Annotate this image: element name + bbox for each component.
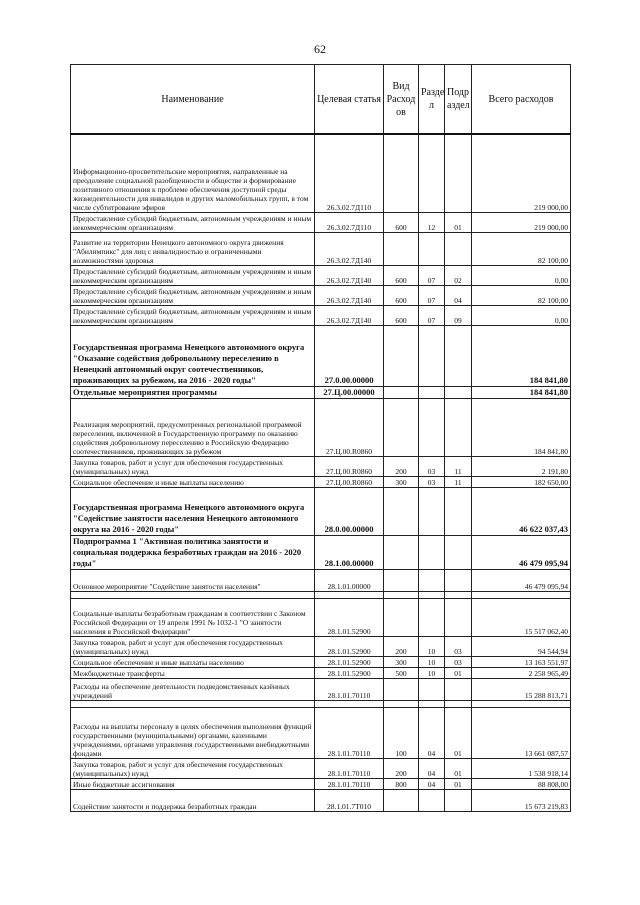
row-name: Социальное обеспечение и иные выплаты населению (71, 476, 315, 487)
row-code (315, 700, 384, 707)
table-row (71, 212, 571, 232)
table-row (71, 386, 571, 398)
row-name: Предоставление субсидий бюджетным, автономным учреждениям и иным некоммерческим организациям (71, 305, 315, 325)
header-section: Разде л (419, 65, 445, 135)
row-section: 12 (419, 212, 445, 232)
table-row (71, 325, 571, 386)
table-row (71, 265, 571, 285)
row-total: 182 650,00 (472, 476, 571, 487)
row-section (419, 232, 445, 265)
row-subsection (445, 569, 472, 591)
row-expense-type: 800 (384, 778, 419, 789)
row-total: 13 163 551,97 (472, 656, 571, 667)
row-section (419, 386, 445, 398)
row-code: 28.1.01.52900 (315, 636, 384, 656)
row-subsection: 02 (445, 265, 472, 285)
table-row (71, 758, 571, 778)
row-code: 27.Ц.00.R0860 (315, 476, 384, 487)
row-expense-type: 600 (384, 285, 419, 305)
row-subsection: 11 (445, 456, 472, 476)
row-code: 26.3.02.7Д140 (315, 265, 384, 285)
row-total: 46 479 095,94 (472, 535, 571, 569)
row-section: 03 (419, 456, 445, 476)
row-subsection: 03 (445, 656, 472, 667)
row-section: 04 (419, 778, 445, 789)
table-row (71, 398, 571, 456)
table-row (71, 569, 571, 591)
row-expense-type (384, 134, 419, 212)
row-subsection (445, 325, 472, 386)
row-name: Предоставление субсидий бюджетным, автономным учреждениям и иным некоммерческим организациям (71, 265, 315, 285)
row-subsection: 11 (445, 476, 472, 487)
row-total (472, 591, 571, 598)
table-header-row (71, 65, 571, 135)
row-total: 219 000,00 (472, 134, 571, 212)
row-total (472, 700, 571, 707)
row-name: Государственная программа Ненецкого автономного округа "Оказание содействия добровольному переселению в Ненецкий автономный округ соотечественников, проживающих за рубежом, на 2016 - 2020 годы" (71, 325, 315, 386)
table-row (71, 305, 571, 325)
row-section (419, 569, 445, 591)
row-total: 46 622 037,43 (472, 487, 571, 535)
row-expense-type: 300 (384, 656, 419, 667)
row-total: 82 100,00 (472, 232, 571, 265)
row-expense-type (384, 700, 419, 707)
row-total: 13 661 087,57 (472, 707, 571, 758)
row-code (315, 591, 384, 598)
header-total: Всего расходов (472, 65, 571, 135)
row-section (419, 487, 445, 535)
row-section (419, 398, 445, 456)
table-row (71, 667, 571, 678)
row-total: 46 479 095,94 (472, 569, 571, 591)
row-name: Развитие на территории Ненецкого автономного округа движения "Абилимпикс" для лиц с инвалидностью и ограниченными возможностями здоровья (71, 232, 315, 265)
row-section: 07 (419, 305, 445, 325)
row-subsection: 01 (445, 758, 472, 778)
row-subsection (445, 598, 472, 636)
row-section: 04 (419, 758, 445, 778)
row-name: Расходы на обеспечение деятельности подведомственных казённых учреждений (71, 678, 315, 700)
row-expense-type (384, 678, 419, 700)
row-code: 28.1.01.52900 (315, 598, 384, 636)
row-name: Государственная программа Ненецкого автономного округа "Содействие занятости населения Ненецкого автономного округа на 2016 - 2020 годы" (71, 487, 315, 535)
row-code: 28.1.01.52900 (315, 667, 384, 678)
row-code: 26.3.02.7Д140 (315, 305, 384, 325)
row-subsection (445, 134, 472, 212)
row-section: 04 (419, 707, 445, 758)
row-subsection: 03 (445, 636, 472, 656)
row-code: 28.1.01.00000 (315, 569, 384, 591)
row-section (419, 325, 445, 386)
row-section: 07 (419, 265, 445, 285)
row-code: 28.1.01.70110 (315, 758, 384, 778)
row-name: Межбюджетные трансферты (71, 667, 315, 678)
row-expense-type: 300 (384, 476, 419, 487)
row-code: 28.1.00.00000 (315, 535, 384, 569)
row-total: 94 544,94 (472, 636, 571, 656)
table-row (71, 678, 571, 700)
row-section (419, 535, 445, 569)
row-expense-type (384, 591, 419, 598)
row-name: Иные бюджетные ассигнования (71, 778, 315, 789)
row-expense-type (384, 386, 419, 398)
row-code: 28.1.01.52900 (315, 656, 384, 667)
row-section (419, 591, 445, 598)
row-subsection: 01 (445, 212, 472, 232)
header-name: Наименование (71, 65, 315, 135)
table-row (71, 636, 571, 656)
row-expense-type (384, 535, 419, 569)
row-name: Социальное обеспечение и иные выплаты населению (71, 656, 315, 667)
row-code: 26.3.02.7Д140 (315, 285, 384, 305)
row-subsection (445, 789, 472, 811)
row-name: Содействие занятости и поддержка безработных граждан (71, 789, 315, 811)
table-row (71, 591, 571, 598)
row-name: Подпрограмма 1 "Активная политика занятости и социальная поддержка безработных граждан на 2016 - 2020 годы" (71, 535, 315, 569)
row-code: 26.3.02.7Д140 (315, 232, 384, 265)
row-subsection: 01 (445, 707, 472, 758)
row-section: 03 (419, 476, 445, 487)
row-total: 15 288 813,71 (472, 678, 571, 700)
row-name: Закупка товаров, работ и услуг для обеспечения государственных (муниципальных) нужд (71, 456, 315, 476)
row-total: 0,00 (472, 305, 571, 325)
row-name: Социальные выплаты безработным гражданам в соответствии с Законом Российской Федерации от 19 апреля 1991 № 1032-1 "О занятости населения в Российской Федерации" (71, 598, 315, 636)
row-subsection (445, 591, 472, 598)
row-section (419, 700, 445, 707)
row-expense-type (384, 232, 419, 265)
row-code: 28.1.01.70110 (315, 707, 384, 758)
row-name: Отдельные мероприятия программы (71, 386, 315, 398)
row-subsection (445, 386, 472, 398)
row-name: Предоставление субсидий бюджетным, автономным учреждениям и иным некоммерческим организациям (71, 212, 315, 232)
row-subsection: 04 (445, 285, 472, 305)
page-number: 62 (314, 42, 326, 56)
row-total: 88 808,00 (472, 778, 571, 789)
table-row (71, 789, 571, 811)
row-expense-type (384, 487, 419, 535)
table-row (71, 778, 571, 789)
row-name: Расходы на выплаты персоналу в целях обеспечения выполнения функций государственными (муниципальными) органами, казенными учреждениями, органами управления государственными внебюджетными фондами (71, 707, 315, 758)
row-expense-type (384, 398, 419, 456)
row-total: 1 538 918,14 (472, 758, 571, 778)
row-subsection: 01 (445, 778, 472, 789)
row-expense-type: 100 (384, 707, 419, 758)
row-expense-type (384, 789, 419, 811)
header-expense-type: Вид Расход ов (384, 65, 419, 135)
row-section (419, 134, 445, 212)
row-expense-type (384, 569, 419, 591)
table-row (71, 134, 571, 212)
row-subsection (445, 232, 472, 265)
row-name: Закупка товаров, работ и услуг для обеспечения государственных (муниципальных) нужд (71, 636, 315, 656)
row-expense-type (384, 325, 419, 386)
table-row (71, 487, 571, 535)
row-expense-type: 200 (384, 636, 419, 656)
header-code: Целевая статья (315, 65, 384, 135)
row-name: Основное мероприятие "Содействие занятости населения" (71, 569, 315, 591)
row-name: Предоставление субсидий бюджетным, автономным учреждениям и иным некоммерческим организациям (71, 285, 315, 305)
row-code: 26.3.02.7Д110 (315, 212, 384, 232)
table-row (71, 456, 571, 476)
row-total: 184 841,80 (472, 398, 571, 456)
row-subsection: 01 (445, 667, 472, 678)
row-section: 10 (419, 656, 445, 667)
row-code: 27.Ц.00.R0860 (315, 456, 384, 476)
row-code: 28.0.00.00000 (315, 487, 384, 535)
row-expense-type (384, 598, 419, 636)
row-expense-type: 200 (384, 758, 419, 778)
row-subsection (445, 700, 472, 707)
row-name: Информационно-просветительские мероприятия, направленные на преодоление социальной разобщенности в обществе и формирование позитивного отношения к проблеме обеспечения доступной среды жизнедеятельности для инвалидов и других маломобильных групп, в том числе субтитрование эфиров (71, 134, 315, 212)
table-row (71, 476, 571, 487)
row-code: 28.1.01.70110 (315, 678, 384, 700)
row-expense-type: 500 (384, 667, 419, 678)
table-row (71, 700, 571, 707)
row-section (419, 678, 445, 700)
row-total: 2 258 965,49 (472, 667, 571, 678)
table-row (71, 232, 571, 265)
row-total: 184 841,80 (472, 386, 571, 398)
row-subsection (445, 398, 472, 456)
row-total: 0,00 (472, 265, 571, 285)
row-subsection: 09 (445, 305, 472, 325)
row-name (71, 591, 315, 598)
table-row (71, 707, 571, 758)
row-total: 15 517 062,40 (472, 598, 571, 636)
header-subsection: Подр аздел (445, 65, 472, 135)
row-code: 28.1.01.70110 (315, 778, 384, 789)
budget-table (70, 64, 571, 812)
row-code: 27.Ц.00.00000 (315, 386, 384, 398)
row-expense-type: 200 (384, 456, 419, 476)
row-code: 27.0.00.00000 (315, 325, 384, 386)
row-expense-type: 600 (384, 212, 419, 232)
row-subsection (445, 487, 472, 535)
row-total: 184 841,80 (472, 325, 571, 386)
row-code: 26.3.02.7Д110 (315, 134, 384, 212)
row-total: 2 191,80 (472, 456, 571, 476)
row-code: 27.Ц.00.R0860 (315, 398, 384, 456)
row-section: 07 (419, 285, 445, 305)
row-section: 10 (419, 667, 445, 678)
row-subsection (445, 678, 472, 700)
row-section: 10 (419, 636, 445, 656)
row-code: 28.1.01.7Т010 (315, 789, 384, 811)
row-name (71, 700, 315, 707)
row-total: 219 000,00 (472, 212, 571, 232)
table-row (71, 535, 571, 569)
row-expense-type: 600 (384, 265, 419, 285)
table-row (71, 656, 571, 667)
row-section (419, 598, 445, 636)
row-subsection (445, 535, 472, 569)
row-total: 15 673 219,83 (472, 789, 571, 811)
table-row (71, 285, 571, 305)
row-expense-type: 600 (384, 305, 419, 325)
row-total: 82 100,00 (472, 285, 571, 305)
row-name: Закупка товаров, работ и услуг для обеспечения государственных (муниципальных) нужд (71, 758, 315, 778)
table-row (71, 598, 571, 636)
row-name: Реализация мероприятий, предусмотренных региональной программой переселения, включенной в Государственную программу по оказанию содействия добровольному переселению в Российскую Федерацию соотечественников, проживающих за рубежом (71, 398, 315, 456)
row-section (419, 789, 445, 811)
